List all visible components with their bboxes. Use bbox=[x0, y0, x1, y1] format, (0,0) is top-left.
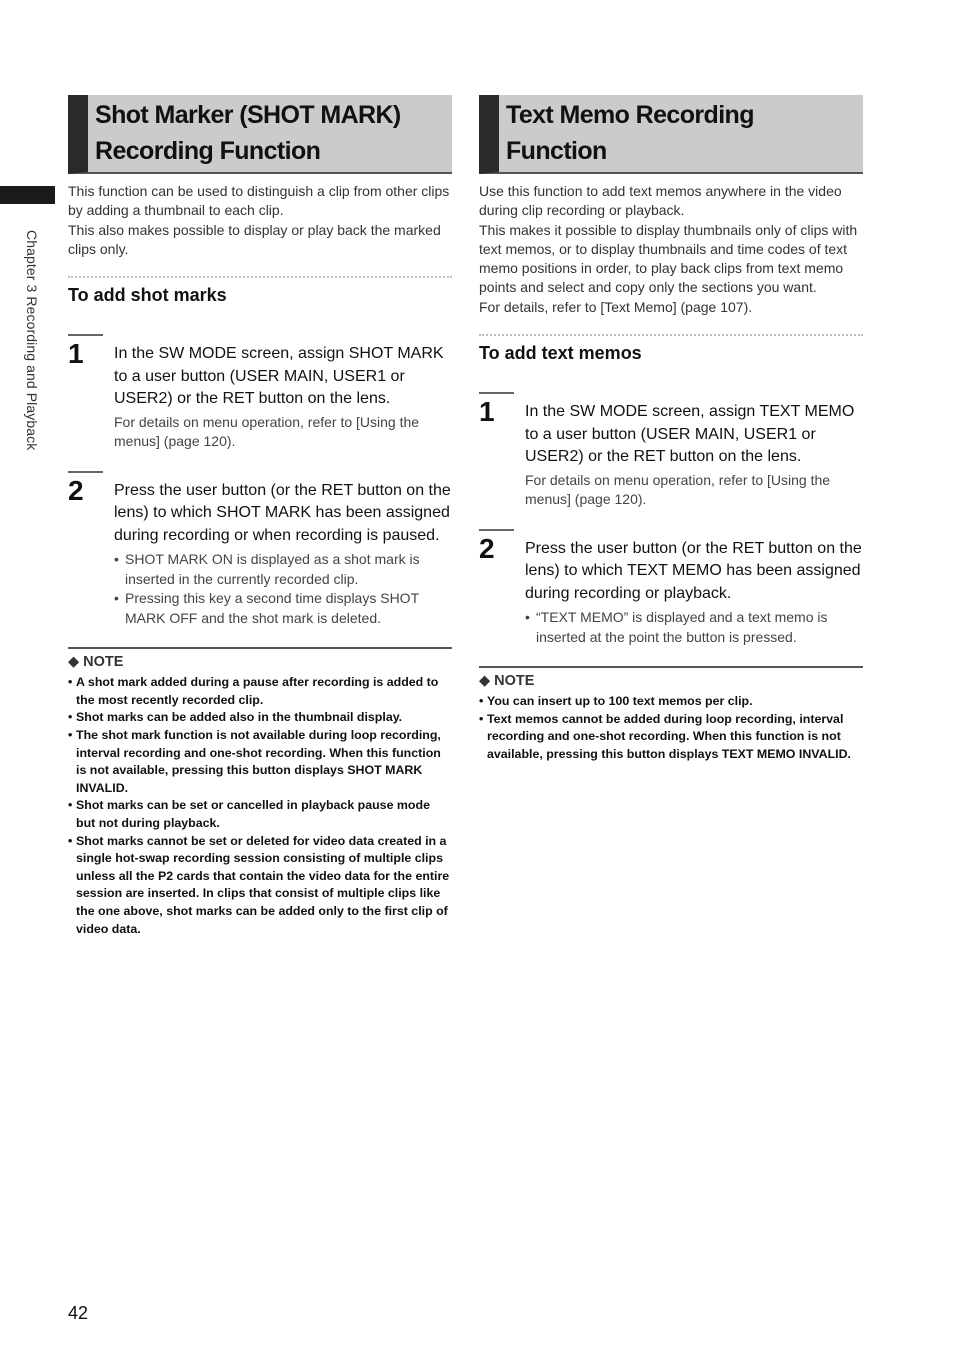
list-item: • Shot marks cannot be set or deleted for video data created in a single hot-swap recording session consisting of multiple clips unless all the P2 cards that contain the video data for the entire session are inserted. In clips that consist of multiple clips like the one above, shot marks can be added only to the first clip of video data. bbox=[68, 833, 452, 939]
step-bullets bbox=[525, 608, 863, 647]
step-number: 2 bbox=[479, 532, 495, 564]
step-bullets bbox=[114, 550, 452, 628]
step-instruction: Press the user button (or the RET button on the lens) to which SHOT MARK has been assigned during recording or when recording is paused. bbox=[114, 481, 451, 544]
step-2 bbox=[68, 471, 452, 629]
note-box bbox=[68, 647, 452, 938]
section-intro bbox=[479, 182, 863, 317]
step-instruction: Press the user button (or the RET button on the lens) to which TEXT MEMO has been assigned during recording or playback. bbox=[525, 539, 862, 602]
note-list bbox=[68, 674, 452, 938]
list-item: • A shot mark added during a pause after recording is added to the most recently recorded clip. bbox=[68, 674, 452, 709]
step-number: 1 bbox=[479, 396, 495, 428]
step-detail: For details on menu operation, refer to [Using the menus] (page 120). bbox=[114, 413, 420, 450]
intro-paragraph: This makes it possible to display thumbnails only of clips with text memos, or to display thumbnails and time codes of text memo positions in order, to play back clips from text memo points and select and copy only the sections you want. bbox=[479, 221, 858, 296]
step-1 bbox=[68, 334, 452, 452]
note-list bbox=[479, 693, 863, 763]
step-rule bbox=[68, 471, 103, 473]
intro-paragraph: For details, refer to [Text Memo] (page 107). bbox=[479, 298, 753, 315]
step-rule bbox=[68, 334, 103, 336]
step-instruction: In the SW MODE screen, assign SHOT MARK to a user button (USER MAIN, USER1 or USER2) or the RET button on the lens. bbox=[114, 345, 444, 408]
note-title: ◆ NOTE bbox=[479, 673, 535, 690]
section-title: Text Memo Recording Function bbox=[479, 95, 863, 174]
page-number: 42 bbox=[68, 1303, 89, 1323]
intro-paragraph: This also makes possible to display or play back the marked clips only. bbox=[68, 221, 441, 257]
list-item: • Pressing this key a second time displays SHOT MARK OFF and the shot mark is deleted. bbox=[114, 589, 452, 628]
text-memo-section bbox=[479, 95, 863, 763]
list-item: • The shot mark function is not available during loop recording, interval recording and one-shot recording. When this function is not available, pressing this button displays SHOT MARK INVALID. bbox=[68, 727, 452, 797]
step-number: 2 bbox=[68, 474, 84, 506]
note-title: ◆ NOTE bbox=[68, 654, 124, 671]
note-box bbox=[479, 666, 863, 763]
list-item: • SHOT MARK ON is displayed as a shot mark is inserted in the currently recorded clip. bbox=[114, 550, 452, 589]
step-number: 1 bbox=[68, 338, 84, 370]
subsection-heading: To add shot marks bbox=[68, 285, 227, 306]
step-instruction: In the SW MODE screen, assign TEXT MEMO to a user button (USER MAIN, USER1 or USER2) or the RET button on the lens. bbox=[525, 403, 855, 466]
list-item: • You can insert up to 100 text memos per clip. bbox=[479, 693, 863, 711]
chapter-tab-marker bbox=[0, 186, 55, 204]
step-rule bbox=[479, 529, 514, 531]
list-item: • Shot marks can be added also in the thumbnail display. bbox=[68, 709, 452, 727]
step-detail: For details on menu operation, refer to [Using the menus] (page 120). bbox=[525, 471, 831, 508]
section-title: Shot Marker (SHOT MARK) Recording Function bbox=[68, 95, 452, 174]
subsection-heading: To add text memos bbox=[479, 343, 642, 364]
step-2 bbox=[479, 529, 863, 648]
list-item: • Shot marks can be set or cancelled in playback pause mode but not during playback. bbox=[68, 797, 452, 832]
dotted-divider bbox=[68, 276, 452, 278]
intro-paragraph: This function can be used to distinguish a clip from other clips by adding a thumbnail to each clip. bbox=[68, 183, 450, 219]
shot-marker-section bbox=[68, 95, 452, 938]
dotted-divider bbox=[479, 334, 863, 336]
list-item: • Text memos cannot be added during loop recording, interval recording and one-shot recording. When this function is not available, pressing this button displays TEXT MEMO INVALID. bbox=[479, 711, 863, 764]
section-intro bbox=[68, 182, 452, 259]
chapter-side-label: Chapter 3 Recording and Playback bbox=[24, 230, 40, 451]
intro-paragraph: Use this function to add text memos anywhere in the video during clip recording or playback. bbox=[479, 183, 842, 219]
list-item: • “TEXT MEMO” is displayed and a text memo is inserted at the point the button is pressed. bbox=[525, 608, 863, 647]
step-rule bbox=[479, 392, 514, 394]
step-1 bbox=[479, 392, 863, 510]
